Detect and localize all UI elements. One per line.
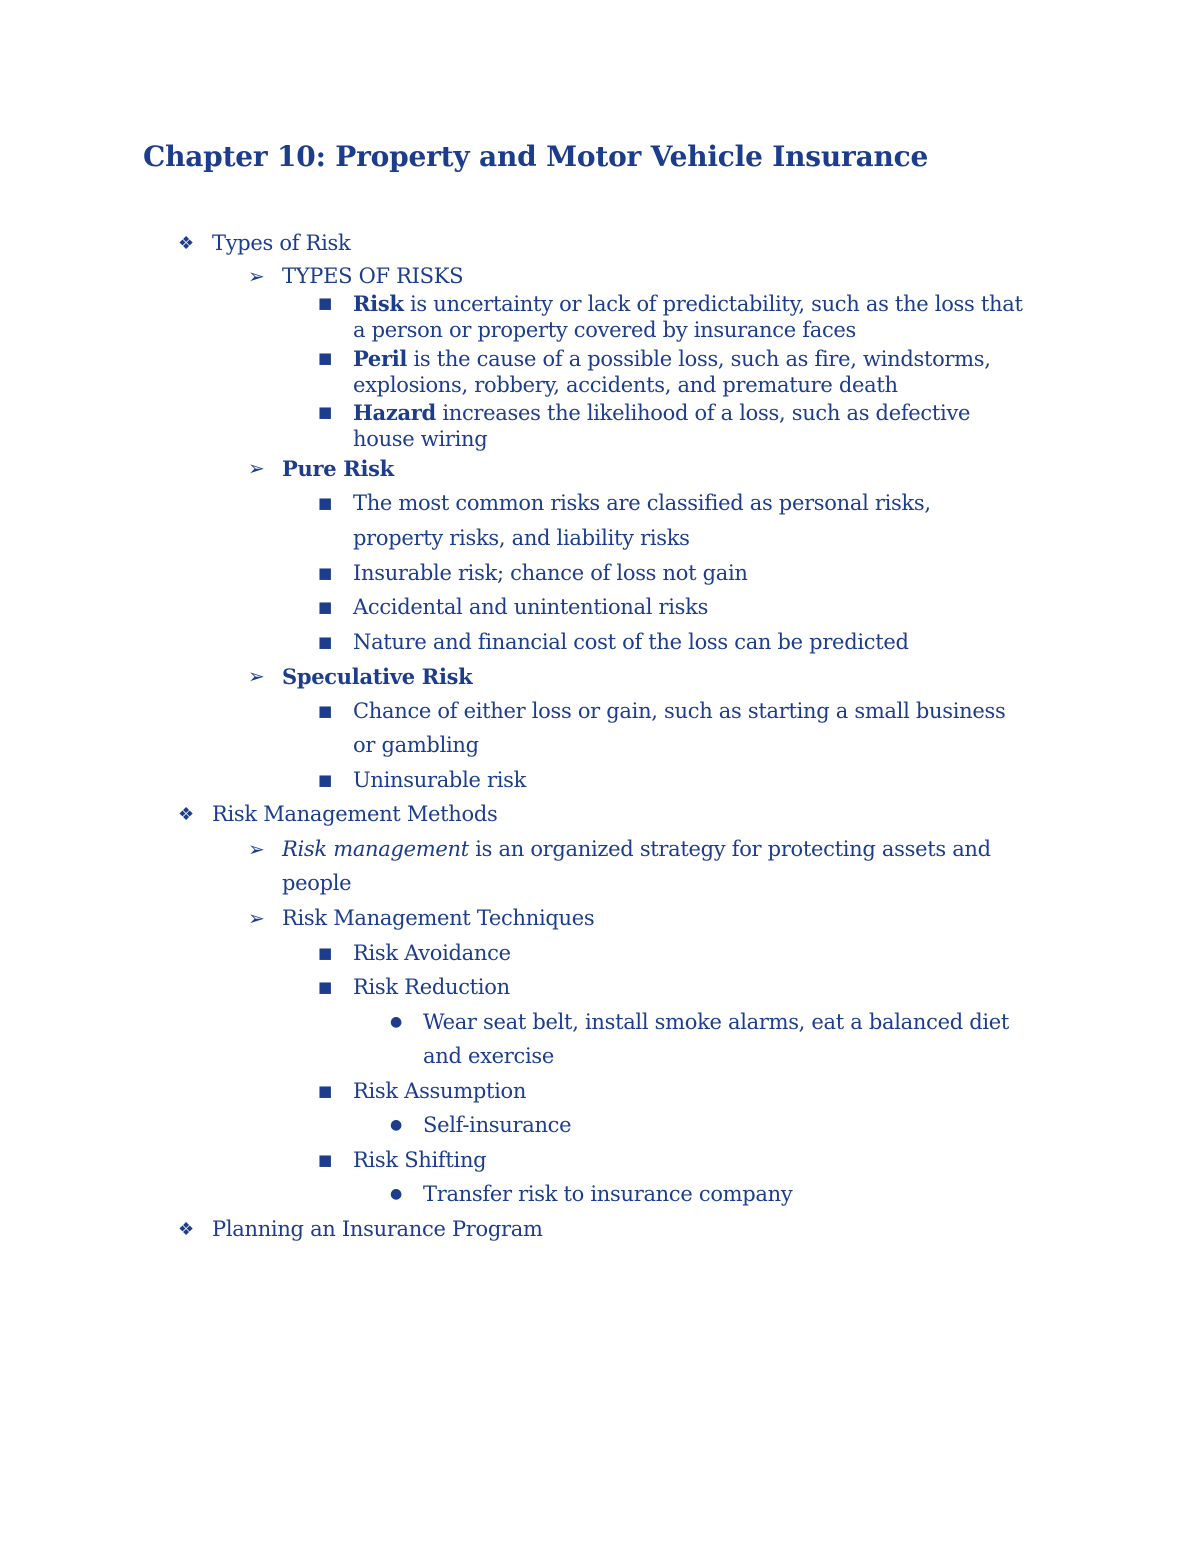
square-bullet-icon: ■ — [318, 598, 333, 616]
list-item-risk-assumption: Risk Assumption — [353, 1079, 527, 1103]
peril-text-continued: explosions, robbery, accidents, and premature death — [353, 373, 898, 397]
arrow-bullet-icon: ➢ — [248, 264, 265, 288]
list-item-risk-shifting: Risk Shifting — [353, 1148, 487, 1172]
list-item-risk-reduction: Risk Reduction — [353, 975, 510, 999]
subheading-speculative-risk: Speculative Risk — [282, 664, 473, 689]
list-item: Accidental and unintentional risks — [353, 595, 709, 619]
list-item: Chance of either loss or gain, such as starting a small business — [353, 699, 1006, 723]
square-bullet-icon: ■ — [318, 349, 333, 367]
diamond-bullet-icon: ❖ — [178, 233, 195, 254]
arrow-bullet-icon: ➢ — [248, 456, 265, 480]
section-heading-types-of-risk: Types of Risk — [212, 231, 351, 255]
list-item-risk-avoidance: Risk Avoidance — [353, 941, 511, 965]
subheading-risk-management-techniques: Risk Management Techniques — [282, 906, 595, 930]
term-hazard: Hazard — [353, 400, 436, 425]
square-bullet-icon: ■ — [318, 633, 333, 651]
sub-list-item: Self-insurance — [423, 1113, 572, 1137]
section-heading-planning: Planning an Insurance Program — [212, 1217, 543, 1241]
definition-text: is an organized strategy for protecting assets and — [468, 837, 991, 861]
term-peril: Peril — [353, 346, 408, 371]
square-bullet-icon: ■ — [318, 403, 333, 421]
arrow-bullet-icon: ➢ — [248, 837, 265, 861]
page-title: Chapter 10: Property and Motor Vehicle Insurance — [143, 140, 929, 173]
definition-text-continued: people — [282, 871, 352, 895]
diamond-bullet-icon: ❖ — [178, 804, 195, 825]
section-heading-risk-management-methods: Risk Management Methods — [212, 802, 498, 826]
list-item-peril — [353, 345, 991, 373]
sub-list-item-continued: and exercise — [423, 1044, 554, 1068]
square-bullet-icon: ■ — [318, 771, 333, 789]
term-risk: Risk — [353, 291, 404, 316]
diamond-bullet-icon: ❖ — [178, 1219, 195, 1240]
square-bullet-icon: ■ — [318, 1151, 333, 1169]
list-item-continued: property risks, and liability risks — [353, 526, 690, 550]
term-risk-management: Risk management — [282, 837, 469, 861]
arrow-bullet-icon: ➢ — [248, 664, 265, 688]
square-bullet-icon: ■ — [318, 494, 333, 512]
square-bullet-icon: ■ — [318, 564, 333, 582]
list-item-risk — [353, 290, 1023, 318]
dot-bullet-icon: ● — [390, 1186, 403, 1202]
list-item: Uninsurable risk — [353, 768, 527, 792]
subheading-pure-risk: Pure Risk — [282, 456, 394, 481]
list-item-hazard — [353, 399, 970, 427]
sub-list-item: Transfer risk to insurance company — [423, 1182, 793, 1206]
risk-text-continued: a person or property covered by insurance faces — [353, 318, 857, 342]
hazard-text: increases the likelihood of a loss, such as defective — [435, 401, 971, 425]
risk-text: is uncertainty or lack of predictability, such as the loss that — [403, 292, 1023, 316]
definition-risk-management — [282, 836, 991, 863]
dot-bullet-icon: ● — [390, 1117, 403, 1133]
square-bullet-icon: ■ — [318, 978, 333, 996]
list-item-continued: or gambling — [353, 733, 479, 757]
hazard-text-continued: house wiring — [353, 427, 488, 451]
list-item: Nature and financial cost of the loss can be predicted — [353, 630, 909, 654]
subheading-types-of-risks: TYPES OF RISKS — [282, 264, 464, 288]
square-bullet-icon: ■ — [318, 702, 333, 720]
square-bullet-icon: ■ — [318, 944, 333, 962]
square-bullet-icon: ■ — [318, 1082, 333, 1100]
peril-text: is the cause of a possible loss, such as fire, windstorms, — [407, 347, 991, 371]
dot-bullet-icon: ● — [390, 1014, 403, 1030]
arrow-bullet-icon: ➢ — [248, 906, 265, 930]
list-item: The most common risks are classified as personal risks, — [353, 491, 931, 515]
sub-list-item: Wear seat belt, install smoke alarms, eat a balanced diet — [423, 1010, 1010, 1034]
square-bullet-icon: ■ — [318, 294, 333, 312]
list-item: Insurable risk; chance of loss not gain — [353, 561, 748, 585]
